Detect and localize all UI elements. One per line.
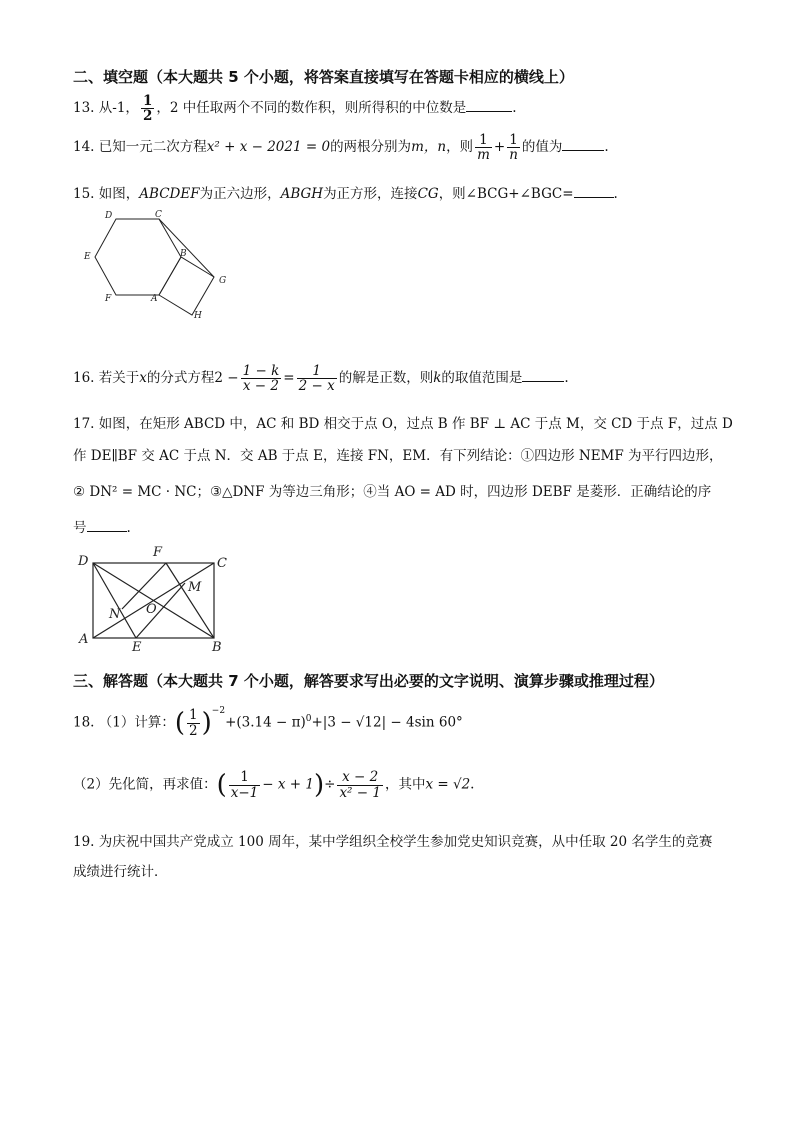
- answer-blank[interactable]: [522, 369, 564, 382]
- period: .: [470, 776, 475, 793]
- period: .: [564, 370, 569, 387]
- question-15: [73, 182, 618, 202]
- label-d: D: [78, 554, 89, 569]
- segment-cg: [159, 219, 214, 277]
- q14-text-3: ，则: [446, 139, 474, 156]
- q15-text-4: ，则∠BCG+∠BGC=: [438, 186, 574, 202]
- q18-1-text: （1）计算：: [98, 714, 175, 731]
- answer-blank[interactable]: [466, 99, 512, 112]
- q13-text-2: ，2 中任取两个不同的数作积，则所得积的中位数是: [156, 100, 467, 117]
- label-c: C: [217, 556, 227, 571]
- question-19-line-1: 19. 为庆祝中国共产党成立 100 周年，某中学组织全校学生参加党史知识竞赛，从中任取 20 名学生的竞赛: [73, 834, 713, 850]
- label-n: N: [109, 607, 121, 622]
- equals-sign: =: [283, 370, 295, 387]
- q14-fraction-1: $\frac{1}{m}$: [477, 132, 490, 164]
- segment-fn: [122, 563, 166, 609]
- q14-text-2: 的两根分别为: [330, 139, 412, 156]
- period: .: [512, 100, 517, 117]
- label-d: D: [105, 211, 113, 221]
- figure-rectangle: [76, 543, 236, 653]
- question-14: [73, 133, 609, 162]
- q18-2-fraction-2: $\frac{x - 2}{\text{x² − 1}}$: [339, 769, 381, 801]
- answer-blank[interactable]: [562, 138, 604, 151]
- segment-em: [136, 583, 185, 638]
- label-e: E: [84, 252, 91, 262]
- q14-roots: m，n: [411, 139, 447, 156]
- label-g: G: [219, 276, 227, 286]
- label-o: O: [146, 602, 157, 617]
- label-b: B: [212, 640, 222, 653]
- answer-blank[interactable]: [87, 519, 127, 532]
- q18-1-expression: +(3.14 − π): [225, 714, 306, 731]
- q16-text-3: 的解是正数，则: [338, 370, 434, 387]
- q18-2-expression: − x + 1: [262, 776, 314, 793]
- q16-fraction-2: $\frac{1}{2 - x}$: [298, 363, 335, 395]
- q16-fraction-1: $\frac{1 - k}{x - 2}$: [242, 363, 280, 395]
- label-m: M: [188, 580, 202, 595]
- label-c: C: [155, 210, 162, 220]
- left-paren: (: [216, 770, 227, 800]
- label-f: F: [105, 294, 112, 304]
- figure-hexagon-square: [78, 205, 238, 325]
- question-number: 14.: [73, 139, 95, 156]
- q18-1-expression-2: +|3 − √12| − 4sin 60°: [311, 714, 463, 731]
- label-a: A: [79, 632, 89, 647]
- question-17-line-3: ② DN² = MC · NC；③△DNF 为等边三角形；④当 AO = AD 时，四边形 DEBF 是菱形．正确结论的序: [73, 484, 712, 500]
- q15-segment: CG: [417, 186, 439, 202]
- question-number: 15.: [73, 186, 95, 202]
- q14-fraction-2: $\frac{1}{n}$: [509, 132, 518, 164]
- label-b: B: [180, 249, 187, 259]
- q16-text: 若关于: [98, 370, 140, 387]
- question-18-part-2: [73, 770, 474, 800]
- q14-equation: x² + x − 2021 = 0: [206, 139, 331, 156]
- q17-text: 号: [73, 520, 87, 536]
- q18-2-text-2: ，其中: [384, 776, 426, 793]
- q15-hexagon: ABCDEF: [139, 186, 200, 202]
- q18-2-text: （2）先化简，再求值：: [73, 776, 217, 793]
- question-17-line-2: 作 DE∥BF 交 AC 于点 N．交 AB 于点 E，连接 FN，EM．有下列结论：①四边形 NEMF 为平行四边形，: [73, 448, 723, 464]
- question-16: [73, 364, 569, 393]
- q13-fraction: $\frac{1}{2}$: [142, 93, 153, 125]
- question-18-part-1: [73, 708, 463, 738]
- variable-k: k: [433, 370, 442, 387]
- section-3-title: 三、解答题（本大题共 7 个小题，解答要求写出必要的文字说明、演算步骤或推理过程）: [73, 672, 664, 690]
- answer-blank[interactable]: [574, 185, 614, 198]
- right-paren: ): [313, 770, 325, 800]
- period: .: [613, 186, 618, 202]
- right-paren: ): [201, 708, 212, 738]
- label-e: E: [132, 640, 142, 653]
- q14-text-4: 的值为: [521, 139, 563, 156]
- exponent: −2: [211, 706, 226, 716]
- question-17-line-1: 17. 如图，在矩形 ABCD 中，AC 和 BD 相交于点 O，过点 B 作 BF ⊥ AC 于点 M，交 CD 于点 F，过点 D: [73, 416, 733, 432]
- period: .: [126, 520, 131, 536]
- label-a: A: [151, 294, 158, 304]
- question-13: [73, 94, 517, 123]
- question-number: 13.: [73, 100, 95, 117]
- q15-text-3: 为正方形，连接: [323, 186, 418, 202]
- exponent-zero: 0: [305, 714, 312, 724]
- question-17-line-4: [73, 516, 131, 536]
- q15-text: 如图，: [98, 186, 140, 202]
- hexagon-shape: [95, 219, 181, 295]
- question-number: 18.: [73, 714, 95, 731]
- q16-constant: 2 −: [214, 370, 239, 387]
- left-paren: (: [174, 708, 186, 738]
- q18-2-fraction-1: $\frac{1}{x-1}$: [230, 769, 259, 801]
- q14-text: 已知一元二次方程: [98, 139, 207, 156]
- q16-text-4: 的取值范围是: [441, 370, 523, 387]
- variable-x: x: [139, 370, 147, 387]
- period: .: [604, 139, 609, 156]
- question-number: 16.: [73, 370, 95, 387]
- q16-text-2: 的分式方程: [146, 370, 215, 387]
- q13-text: 从-1，: [98, 100, 139, 117]
- plus-sign: +: [493, 139, 506, 156]
- q15-text-2: 为正六边形，: [199, 186, 281, 202]
- q15-square: ABGH: [280, 186, 324, 202]
- division-sign: ÷: [324, 776, 336, 793]
- square-shape: [159, 257, 214, 315]
- q18-2-value: x = √2: [425, 776, 471, 793]
- label-h: H: [194, 311, 202, 321]
- q18-1-fraction: $\frac{1}{2}$: [189, 707, 198, 739]
- label-f: F: [153, 545, 163, 560]
- segment-bf: [166, 563, 214, 638]
- section-2-title: 二、填空题（本大题共 5 个小题，将答案直接填写在答题卡相应的横线上）: [73, 68, 574, 86]
- question-19-line-2: 成绩进行统计．: [73, 864, 168, 880]
